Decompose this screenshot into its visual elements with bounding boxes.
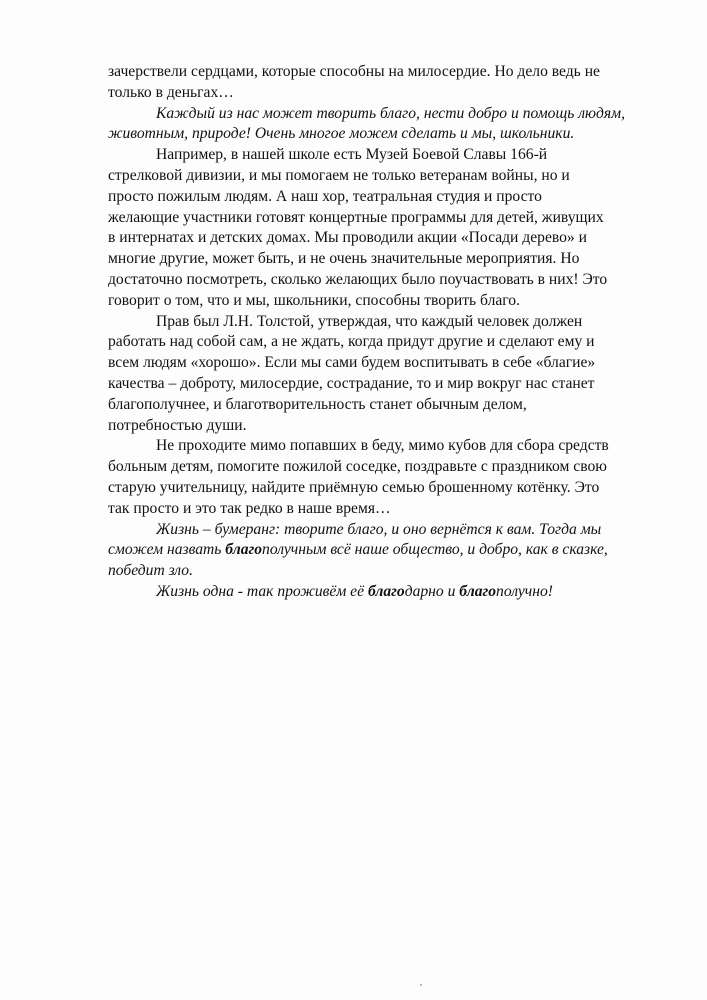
text-line — [108, 416, 648, 437]
text-run: зачерствели сердцами, которые способны на милосердие. Но дело ведь не — [108, 63, 600, 80]
text-line — [108, 457, 648, 478]
text-line — [108, 395, 648, 416]
bold-text: благо — [459, 582, 497, 600]
text-run: только в деньгах… — [108, 83, 234, 101]
text-run: получно! — [496, 582, 553, 600]
text-line — [108, 520, 648, 541]
text-run: работать над собой сам, а не ждать, когда придут другие и сделают ему и — [108, 333, 595, 351]
text-line — [108, 478, 648, 499]
text-run: Прав был Л.Н. Толстой, утверждая, что каждый человек должен — [156, 312, 583, 330]
text-run: говорит о том, что и мы, школьники, способны творить благо. — [108, 291, 521, 309]
text-run: получным всё наше общество, и добро, как в сказке, — [262, 541, 608, 559]
bold-text: благо — [367, 582, 405, 600]
text-line — [108, 582, 648, 603]
text-run: всем людям «хорошо». Если мы сами будем воспитывать в себе «благие» — [108, 354, 596, 372]
document-text — [108, 62, 648, 603]
text-run: в интернатах и детских домах. Мы проводили акции «Посади дерево» и — [108, 229, 587, 247]
bold-text: благо — [225, 541, 263, 559]
text-line — [108, 83, 648, 104]
text-run: качества – доброту, милосердие, сострадание, то и мир вокруг нас станет — [108, 374, 595, 392]
text-run: стрелковой дивизии, и мы помогаем не только ветеранам войны, но и — [108, 166, 570, 184]
text-line — [108, 104, 648, 125]
text-run: Каждый из нас может творить благо, нести добро и помощь людям, — [156, 104, 625, 122]
text-run: благополучнее, и благотворительность станет обычным делом, — [108, 395, 527, 413]
text-line — [108, 436, 648, 457]
text-line — [108, 312, 648, 333]
text-run: желающие участники готовят концертные программы для детей, живущих — [108, 208, 604, 226]
scan-speck — [420, 984, 422, 986]
text-run: Не проходите мимо попавших в беду, мимо кубов для сбора средств — [156, 437, 609, 455]
text-run: достаточно посмотреть, сколько желающих было поучаствовать в них! Это — [108, 270, 608, 288]
text-line — [108, 353, 648, 374]
text-line — [108, 291, 648, 312]
text-line — [108, 332, 648, 353]
text-run: старую учительницу, найдите приёмную семью брошенному котёнку. Это — [108, 478, 600, 496]
text-line — [108, 270, 648, 291]
text-run: Жизнь – бумеранг: творите благо, и оно вернётся к вам. Тогда мы — [156, 520, 602, 538]
text-line — [108, 166, 648, 187]
text-line — [108, 208, 648, 229]
text-run: животным, природе! Очень многое можем сделать и мы, школьники. — [108, 125, 575, 143]
text-line — [108, 499, 648, 520]
text-line — [108, 145, 648, 166]
text-run: потребностью души. — [108, 416, 247, 434]
text-run: так просто и это так редко в наше время… — [108, 499, 391, 517]
text-run: больным детям, помогите пожилой соседке, поздравьте с праздником свою — [108, 458, 607, 476]
text-line — [108, 561, 648, 582]
text-run: просто пожилым людям. А наш хор, театральная студия и просто — [108, 187, 542, 205]
text-run: Жизнь одна - так проживём её — [156, 582, 368, 600]
text-line — [108, 540, 648, 561]
text-run: многие другие, может быть, и не очень значительные мероприятия. Но — [108, 250, 580, 268]
text-run: победит зло. — [108, 562, 193, 580]
text-run: сможем назвать — [108, 541, 226, 559]
text-line — [108, 228, 648, 249]
text-run: Например, в нашей школе есть Музей Боевой Славы 166-й — [156, 146, 548, 164]
text-line — [108, 62, 648, 83]
text-line — [108, 124, 648, 145]
text-line — [108, 374, 648, 395]
text-line — [108, 187, 648, 208]
text-line — [108, 249, 648, 270]
text-run: дарно и — [404, 582, 460, 600]
